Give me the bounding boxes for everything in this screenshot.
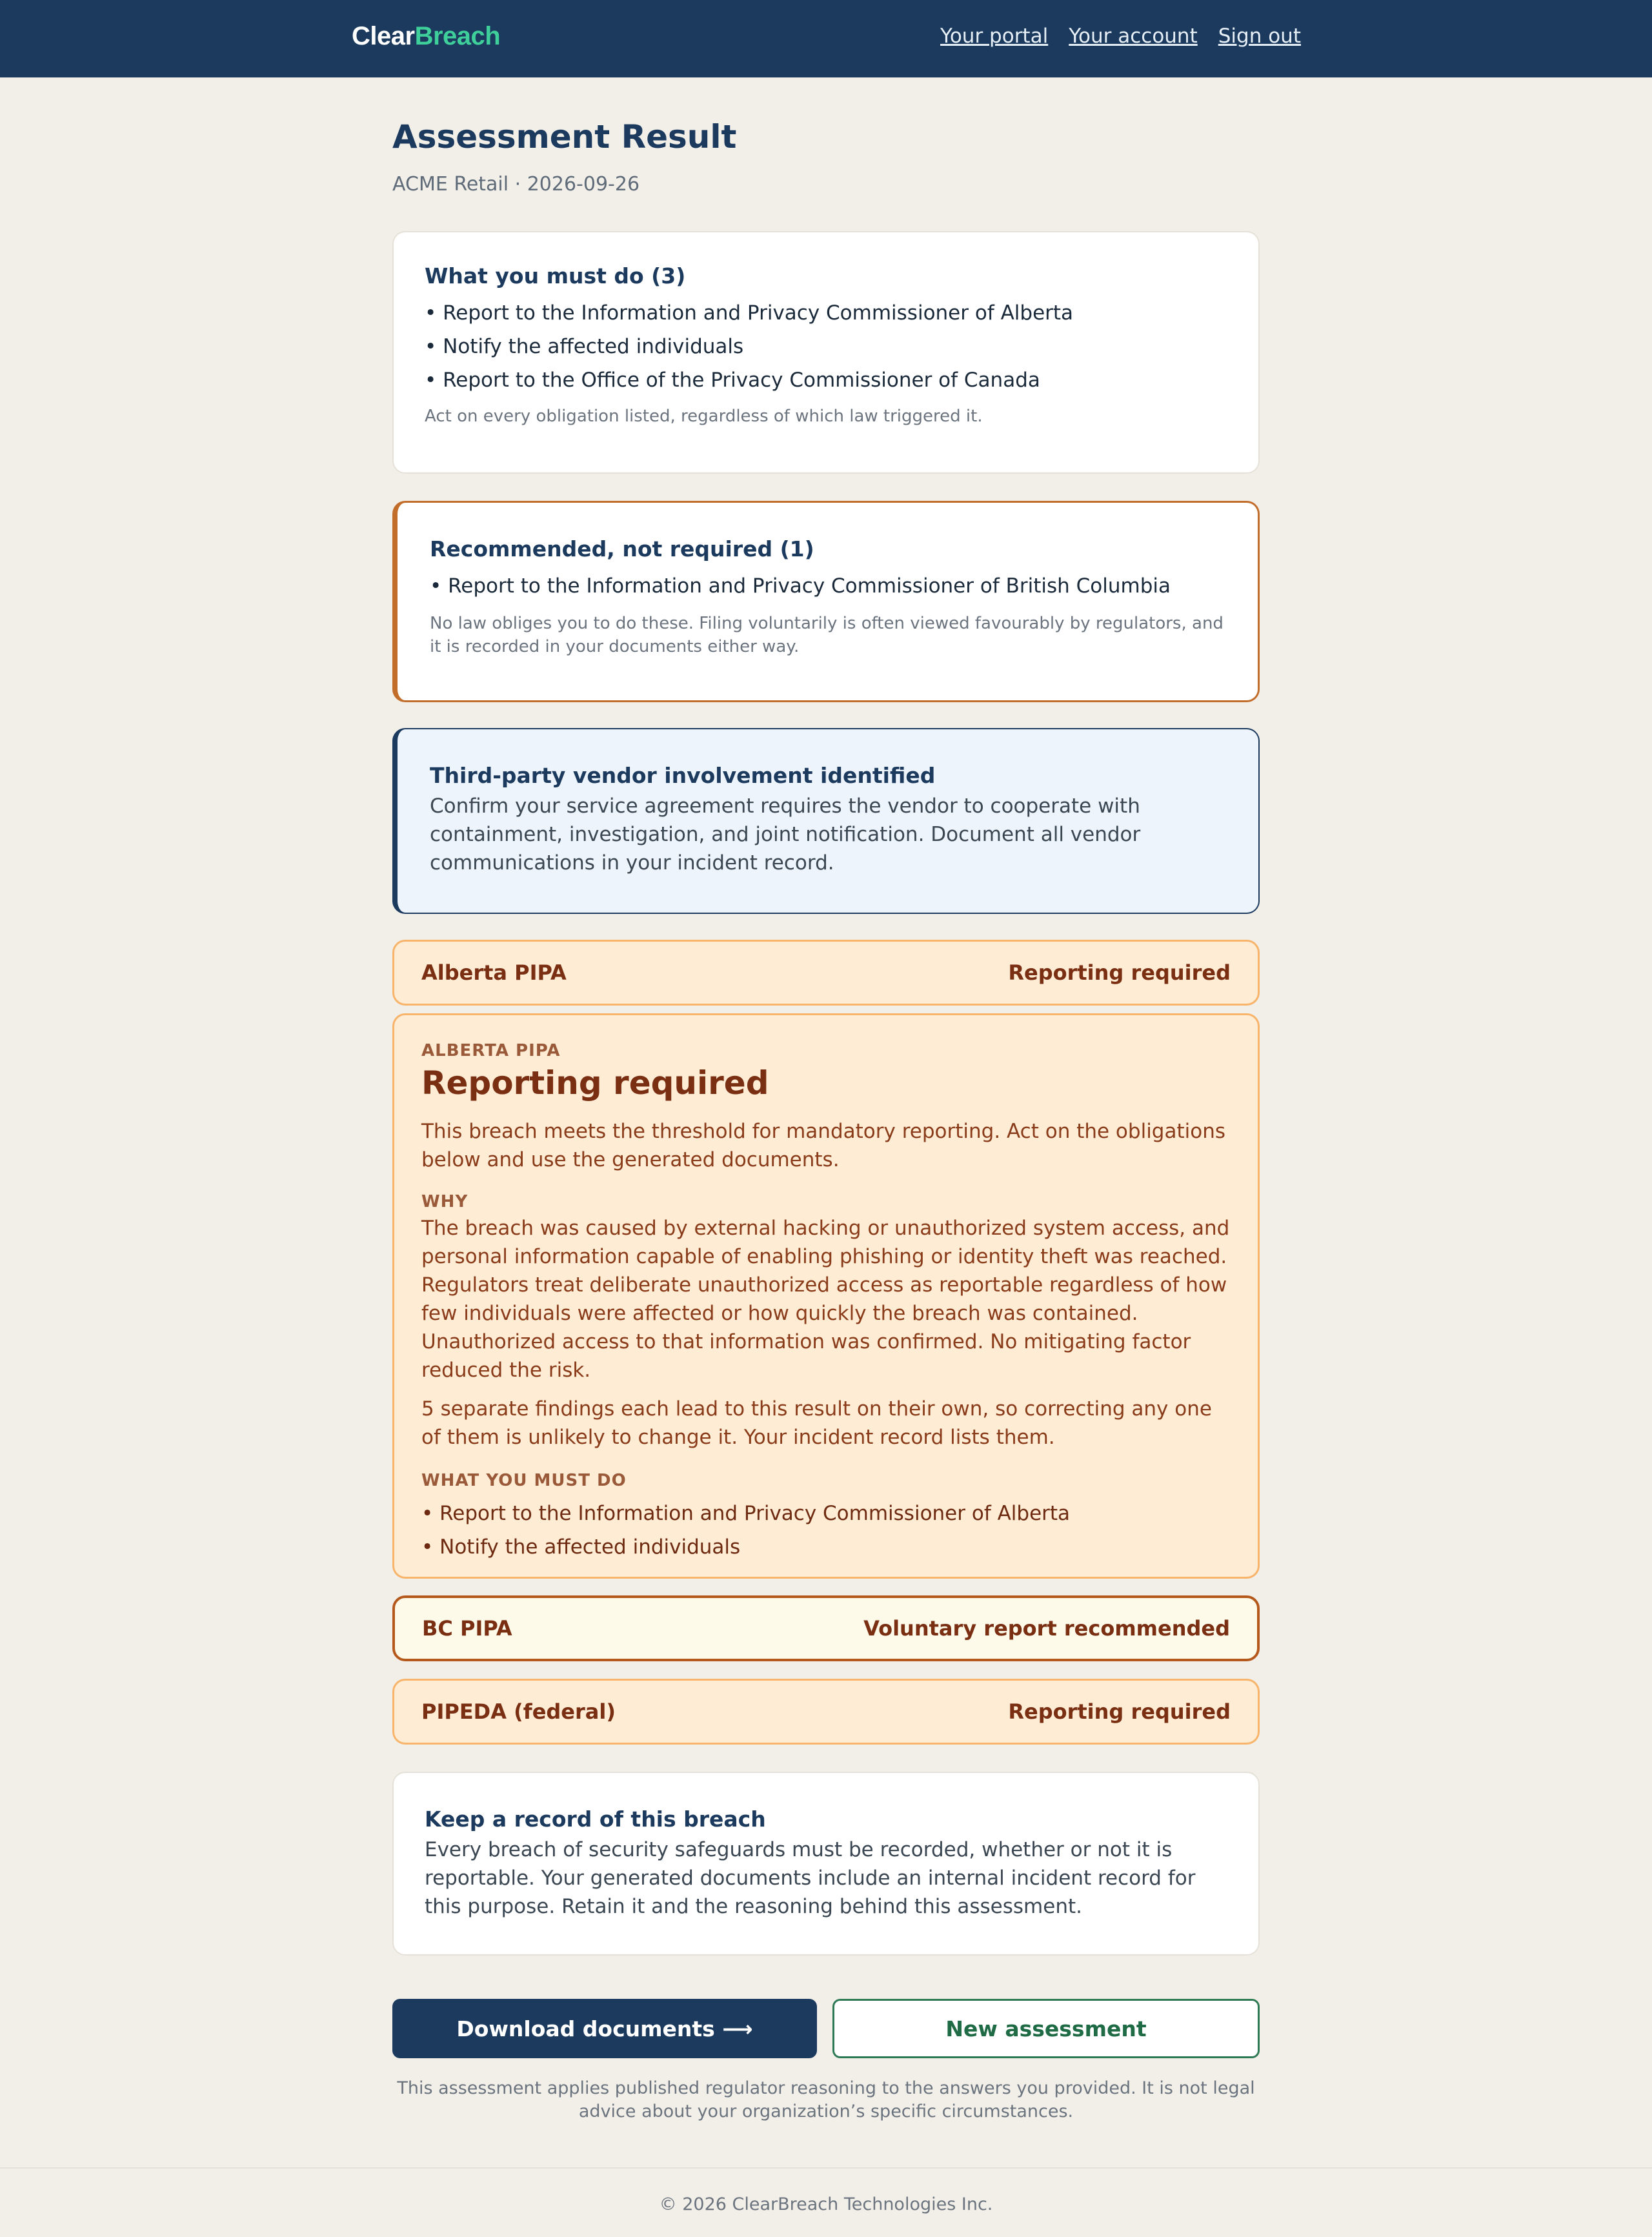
recommended-note: No law obliges you to do these. Filing voluntarily is often viewed favourably by regulators, and it is recorded in your documents either way. bbox=[430, 614, 1224, 656]
detail-must-item: • Notify the affected individuals bbox=[421, 1535, 741, 1559]
footer-divider bbox=[0, 2167, 1652, 2169]
law-name: Alberta PIPA bbox=[421, 960, 567, 985]
download-documents-button[interactable]: Download documents ⟶ bbox=[392, 1999, 817, 2058]
page-subtitle: ACME Retail · 2026-09-26 bbox=[392, 173, 640, 196]
legal-disclaimer: This assessment applies published regulator reasoning to the answers you provided. It is not legal advice about your organization’s specific circumstances. bbox=[397, 2078, 1255, 2121]
law-row-alberta-pipa[interactable] bbox=[392, 940, 1260, 1006]
nav-link-portal[interactable]: Your portal bbox=[940, 25, 1049, 48]
detail-intro: This breach meets the threshold for mandatory reporting. Act on the obligations below and use the generated documents. bbox=[421, 1120, 1226, 1171]
top-navbar bbox=[0, 0, 1652, 77]
nav-link-sign-out[interactable]: Sign out bbox=[1218, 25, 1301, 48]
law-row-pipeda[interactable] bbox=[392, 1679, 1260, 1745]
must-do-item: • Report to the Information and Privacy Commissioner of Alberta bbox=[425, 301, 1074, 325]
page-title: Assessment Result bbox=[392, 118, 737, 156]
law-status: Reporting required bbox=[1008, 960, 1231, 985]
law-name: BC PIPA bbox=[422, 1616, 512, 1641]
law-row-bc-pipa[interactable] bbox=[392, 1595, 1260, 1661]
new-assessment-button[interactable]: New assessment bbox=[832, 1999, 1260, 2058]
must-do-item: • Notify the affected individuals bbox=[425, 335, 744, 358]
recommended-item: • Report to the Information and Privacy Commissioner of British Columbia bbox=[430, 574, 1171, 598]
logo-text-clear: Clear bbox=[352, 22, 415, 50]
nav-link-account[interactable]: Your account bbox=[1069, 25, 1198, 48]
record-keeping-card bbox=[392, 1772, 1260, 1956]
why-label: WHY bbox=[421, 1192, 468, 1211]
law-status: Reporting required bbox=[1008, 1699, 1231, 1724]
detail-eyebrow: ALBERTA PIPA bbox=[421, 1041, 561, 1060]
findings-text: 5 separate findings each lead to this result on their own, so correcting any one of them is unlikely to change it. Your incident record lists them. bbox=[421, 1397, 1212, 1449]
record-body: Every breach of security safeguards must be recorded, whether or not it is reportable. Your generated documents include an internal incident record for this purpose. Retain it and the reasoning behind this assessment. bbox=[425, 1838, 1196, 1918]
must-do-card bbox=[392, 231, 1260, 474]
why-text: The breach was caused by external hacking or unauthorized system access, and personal information capable of enabling phishing or identity theft was reached. Regulators treat deliberate unauthorized access as reportable regardless of how few individuals were affected or how quickly the breach was contained. Unauthorized access to that information was confirmed. No mitigating factor reduced the risk. bbox=[421, 1217, 1230, 1382]
nav-links bbox=[940, 25, 1301, 48]
vendor-body: Confirm your service agreement requires the vendor to cooperate with containment, investigation, and joint notification. Document all vendor communications in your incident record. bbox=[430, 795, 1141, 875]
vendor-heading: Third-party vendor involvement identified bbox=[430, 763, 936, 788]
alberta-pipa-detail-panel bbox=[392, 1013, 1260, 1579]
detail-must-item: • Report to the Information and Privacy Commissioner of Alberta bbox=[421, 1502, 1071, 1525]
clearbreach-logo[interactable] bbox=[352, 22, 500, 51]
recommended-card bbox=[392, 501, 1260, 702]
must-do-note: Act on every obligation listed, regardless of which law triggered it. bbox=[425, 407, 983, 426]
recommended-heading: Recommended, not required (1) bbox=[430, 536, 814, 562]
must-do-item: • Report to the Office of the Privacy Commissioner of Canada bbox=[425, 369, 1040, 392]
law-status: Voluntary report recommended bbox=[863, 1616, 1230, 1641]
logo-text-breach: Breach bbox=[414, 22, 501, 50]
must-do-heading: What you must do (3) bbox=[425, 263, 686, 288]
record-heading: Keep a record of this breach bbox=[425, 1807, 766, 1832]
vendor-alert-card bbox=[392, 728, 1260, 914]
detail-must-label: WHAT YOU MUST DO bbox=[421, 1471, 627, 1490]
footer-copyright: © 2026 ClearBreach Technologies Inc. bbox=[659, 2194, 993, 2214]
detail-headline: Reporting required bbox=[421, 1064, 769, 1102]
law-name: PIPEDA (federal) bbox=[421, 1699, 616, 1724]
